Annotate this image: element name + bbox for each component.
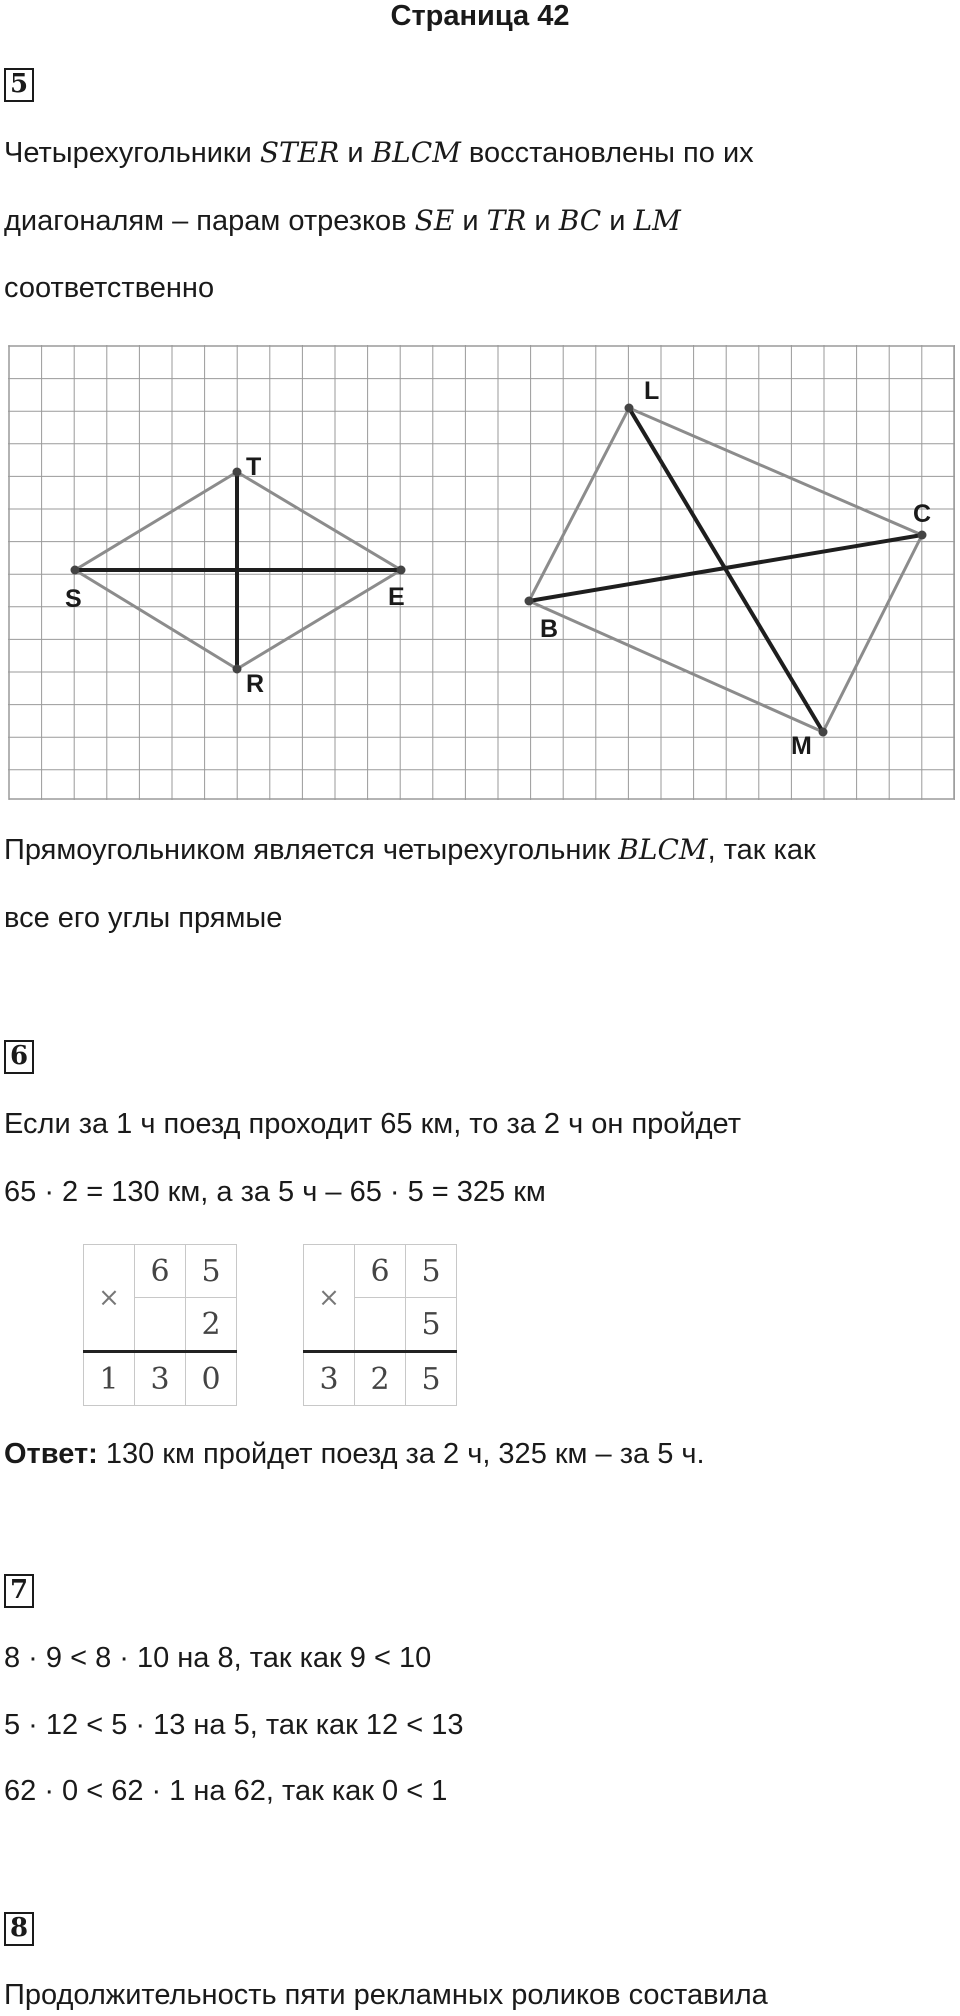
task-number-8: 8 xyxy=(4,1912,34,1946)
label-r: R xyxy=(246,670,265,698)
diagonals-blcm xyxy=(529,408,922,732)
point-c xyxy=(918,531,927,540)
multiply-sign: × xyxy=(84,1245,135,1352)
digit: 2 xyxy=(186,1298,237,1352)
label-b: B xyxy=(540,615,559,643)
point-b xyxy=(525,597,534,606)
result-digit: 1 xyxy=(84,1352,135,1406)
task7-line-2: 5 · 12 < 5 · 13 на 5, так как 12 < 13 xyxy=(4,1709,464,1741)
digit: 6 xyxy=(135,1245,186,1298)
point-r xyxy=(233,665,242,674)
task6-line-2: 65 · 2 = 130 км, а за 5 ч – 65 · 5 = 325 км xyxy=(4,1176,546,1208)
result-digit: 0 xyxy=(186,1352,237,1406)
point-m xyxy=(819,728,828,737)
label-s: S xyxy=(65,585,82,613)
multiply-sign: × xyxy=(304,1245,355,1352)
digit: 5 xyxy=(186,1245,237,1298)
label-m: M xyxy=(791,732,812,760)
task6-answer: Ответ: 130 км пройдет поезд за 2 ч, 325 км – за 5 ч. xyxy=(4,1438,705,1470)
digit-empty xyxy=(135,1298,186,1352)
point-t xyxy=(233,468,242,477)
multiplication-65x2 xyxy=(83,1244,237,1406)
task8-line-1: Продолжительность пяти рекламных роликов составила xyxy=(4,1979,768,2011)
result-digit: 5 xyxy=(406,1352,457,1406)
digit-empty xyxy=(355,1298,406,1352)
diagonals-figure xyxy=(8,345,955,800)
point-s xyxy=(71,566,80,575)
task5-line-3: соответственно xyxy=(4,272,215,304)
task7-line-3: 62 · 0 < 62 · 1 на 62, так как 0 < 1 xyxy=(4,1775,448,1807)
task5-answer-line-2: все его углы прямые xyxy=(4,902,283,934)
digit: 6 xyxy=(355,1245,406,1298)
point-l xyxy=(625,404,634,413)
task5-answer-line-1: Прямоугольником является четырехугольник BLCM, так как xyxy=(4,833,816,866)
task-number-7: 7 xyxy=(4,1574,34,1608)
task7-line-1: 8 · 9 < 8 · 10 на 8, так как 9 < 10 xyxy=(4,1642,432,1674)
answer-label: Ответ: xyxy=(4,1438,98,1470)
point-e xyxy=(397,566,406,575)
task5-line-2: диагоналям – парам отрезков SE и TR и BC и LM xyxy=(4,204,681,237)
result-digit: 2 xyxy=(355,1352,406,1406)
task6-line-1: Если за 1 ч поезд проходит 65 км, то за 2 ч он пройдет xyxy=(4,1108,742,1140)
label-t: T xyxy=(246,453,262,481)
result-digit: 3 xyxy=(135,1352,186,1406)
task5-line-1: Четырехугольники STER и BLCM восстановлены по их xyxy=(4,136,754,169)
task-number-6: 6 xyxy=(4,1040,34,1074)
multiplication-65x5 xyxy=(303,1244,457,1406)
label-c: C xyxy=(913,500,932,528)
task-number-5: 5 xyxy=(4,68,34,102)
grid-border xyxy=(9,346,954,799)
digit: 5 xyxy=(406,1298,457,1352)
label-e: E xyxy=(388,583,405,611)
result-digit: 3 xyxy=(304,1352,355,1406)
page-title: Страница 42 xyxy=(390,0,570,32)
digit: 5 xyxy=(406,1245,457,1298)
label-l: L xyxy=(644,377,660,405)
grid-lines xyxy=(8,345,955,800)
